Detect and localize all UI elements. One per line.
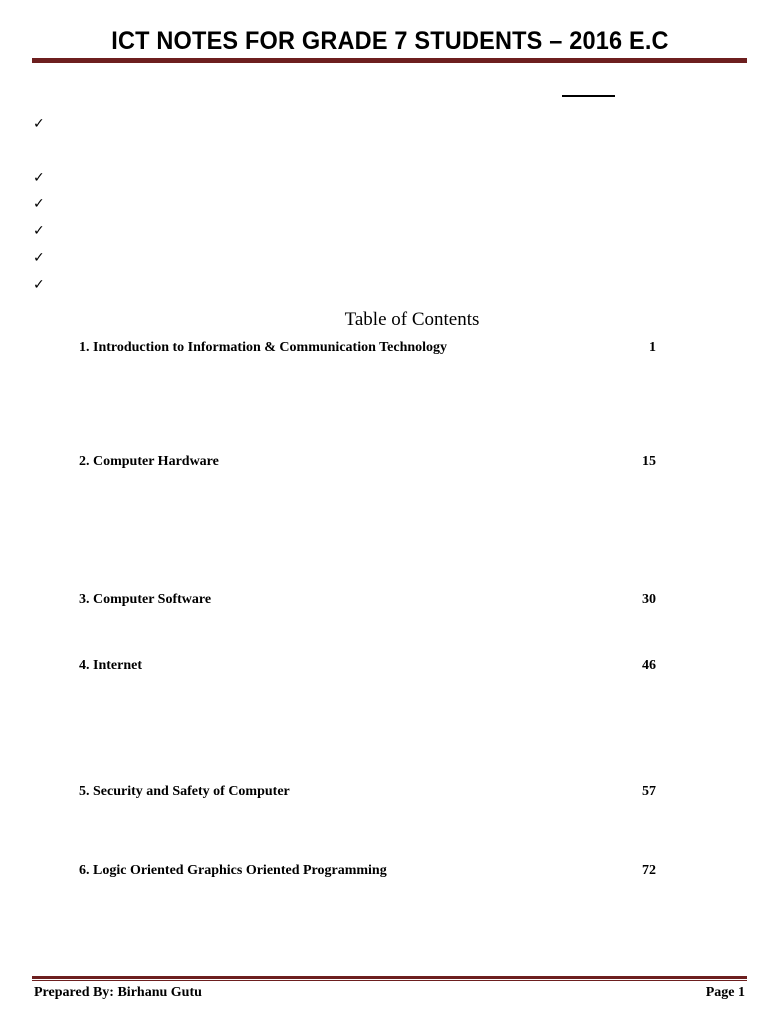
toc-entry-label: 5. Security and Safety of Computer: [79, 784, 290, 799]
checkmark-icon: ✓: [33, 196, 45, 212]
toc-entry-label: 3. Computer Software: [79, 592, 212, 607]
checkmark-icon: ✓: [33, 277, 45, 293]
footer-author: Prepared By: Birhanu Gutu: [34, 985, 202, 1000]
toc-entry-page: 72: [642, 863, 656, 878]
footer-divider: [32, 976, 747, 979]
toc-entry-label: 4. Internet: [79, 658, 142, 673]
toc-entry-page: 57: [642, 784, 656, 799]
toc-entry-label: 2. Computer Hardware: [79, 454, 219, 469]
toc-entry[interactable]: [79, 452, 656, 472]
document-title: ICT NOTES FOR GRADE 7 STUDENTS – 2016 E.C: [111, 27, 669, 55]
short-underline: [562, 95, 615, 97]
footer-page-number: Page 1: [705, 985, 745, 1000]
toc-entry-page: 1: [649, 340, 656, 355]
toc-entry[interactable]: [79, 338, 656, 358]
toc-entry-page: 46: [642, 658, 656, 673]
toc-entry-page: 30: [642, 592, 656, 607]
footer-divider-thin: [32, 980, 747, 981]
checkmark-icon: ✓: [33, 250, 45, 266]
checkmark-icon: ✓: [33, 116, 45, 132]
toc-entry-label: 1. Introduction to Information & Communication Technology: [79, 340, 448, 355]
toc-entry[interactable]: [79, 590, 656, 610]
toc-heading: Table of Contents: [344, 309, 480, 330]
toc-entry[interactable]: [79, 656, 656, 676]
header-divider: [32, 58, 747, 63]
toc-entry[interactable]: [79, 861, 656, 881]
toc-entry-label: 6. Logic Oriented Graphics Oriented Programming: [79, 863, 387, 878]
checkmark-icon: ✓: [33, 223, 45, 239]
toc-entry-page: 15: [642, 454, 656, 469]
checkmark-icon: ✓: [33, 170, 45, 186]
toc-entry[interactable]: [79, 782, 656, 802]
